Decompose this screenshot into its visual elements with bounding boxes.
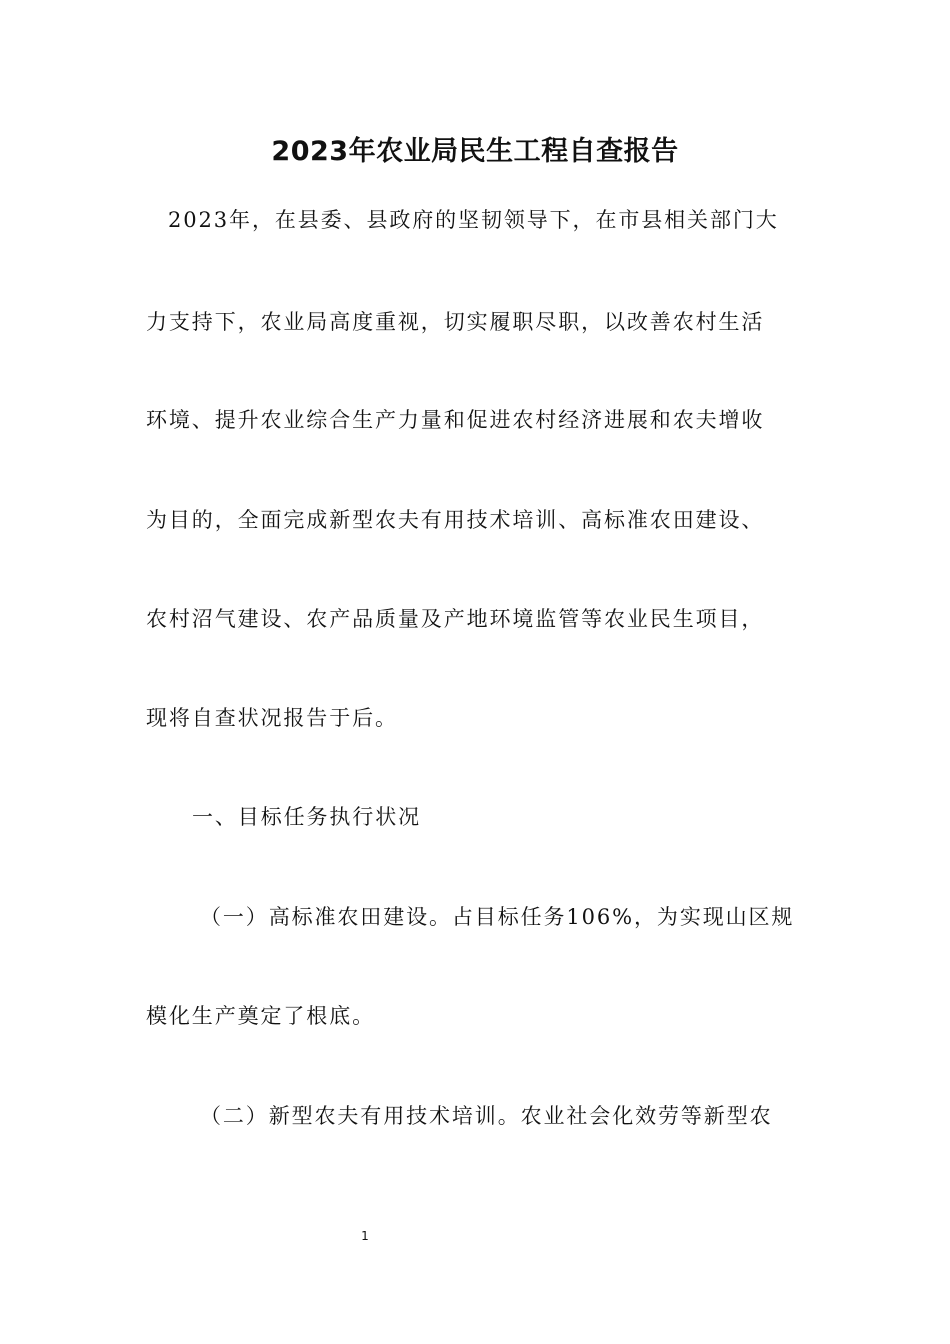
subsection-line: （二）新型农夫有用技术培训。农业社会化效劳等新型农 — [200, 1104, 773, 1128]
paragraph-line: 现将自查状况报告于后。 — [146, 706, 398, 730]
page-number: 1 — [361, 1229, 369, 1243]
paragraph-line: 模化生产奠定了根底。 — [146, 1004, 375, 1028]
paragraph-line: 力支持下，农业局高度重视，切实履职尽职，以改善农村生活 — [146, 310, 765, 334]
document-title: 2023年农业局民生工程自查报告 — [271, 136, 679, 167]
paragraph-line: 2023年，在县委、县政府的坚韧领导下，在市县相关部门大 — [168, 208, 779, 232]
paragraph-line: 为目的，全面完成新型农夫有用技术培训、高标准农田建设、 — [146, 508, 765, 532]
subsection-line: （一）高标准农田建设。占目标任务106%，为实现山区规 — [200, 905, 795, 929]
section-heading: 一、目标任务执行状况 — [192, 805, 421, 829]
paragraph-line: 农村沼气建设、农产品质量及产地环境监管等农业民生项目， — [146, 607, 765, 631]
paragraph-line: 环境、提升农业综合生产力量和促进农村经济进展和农夫增收 — [146, 408, 765, 432]
